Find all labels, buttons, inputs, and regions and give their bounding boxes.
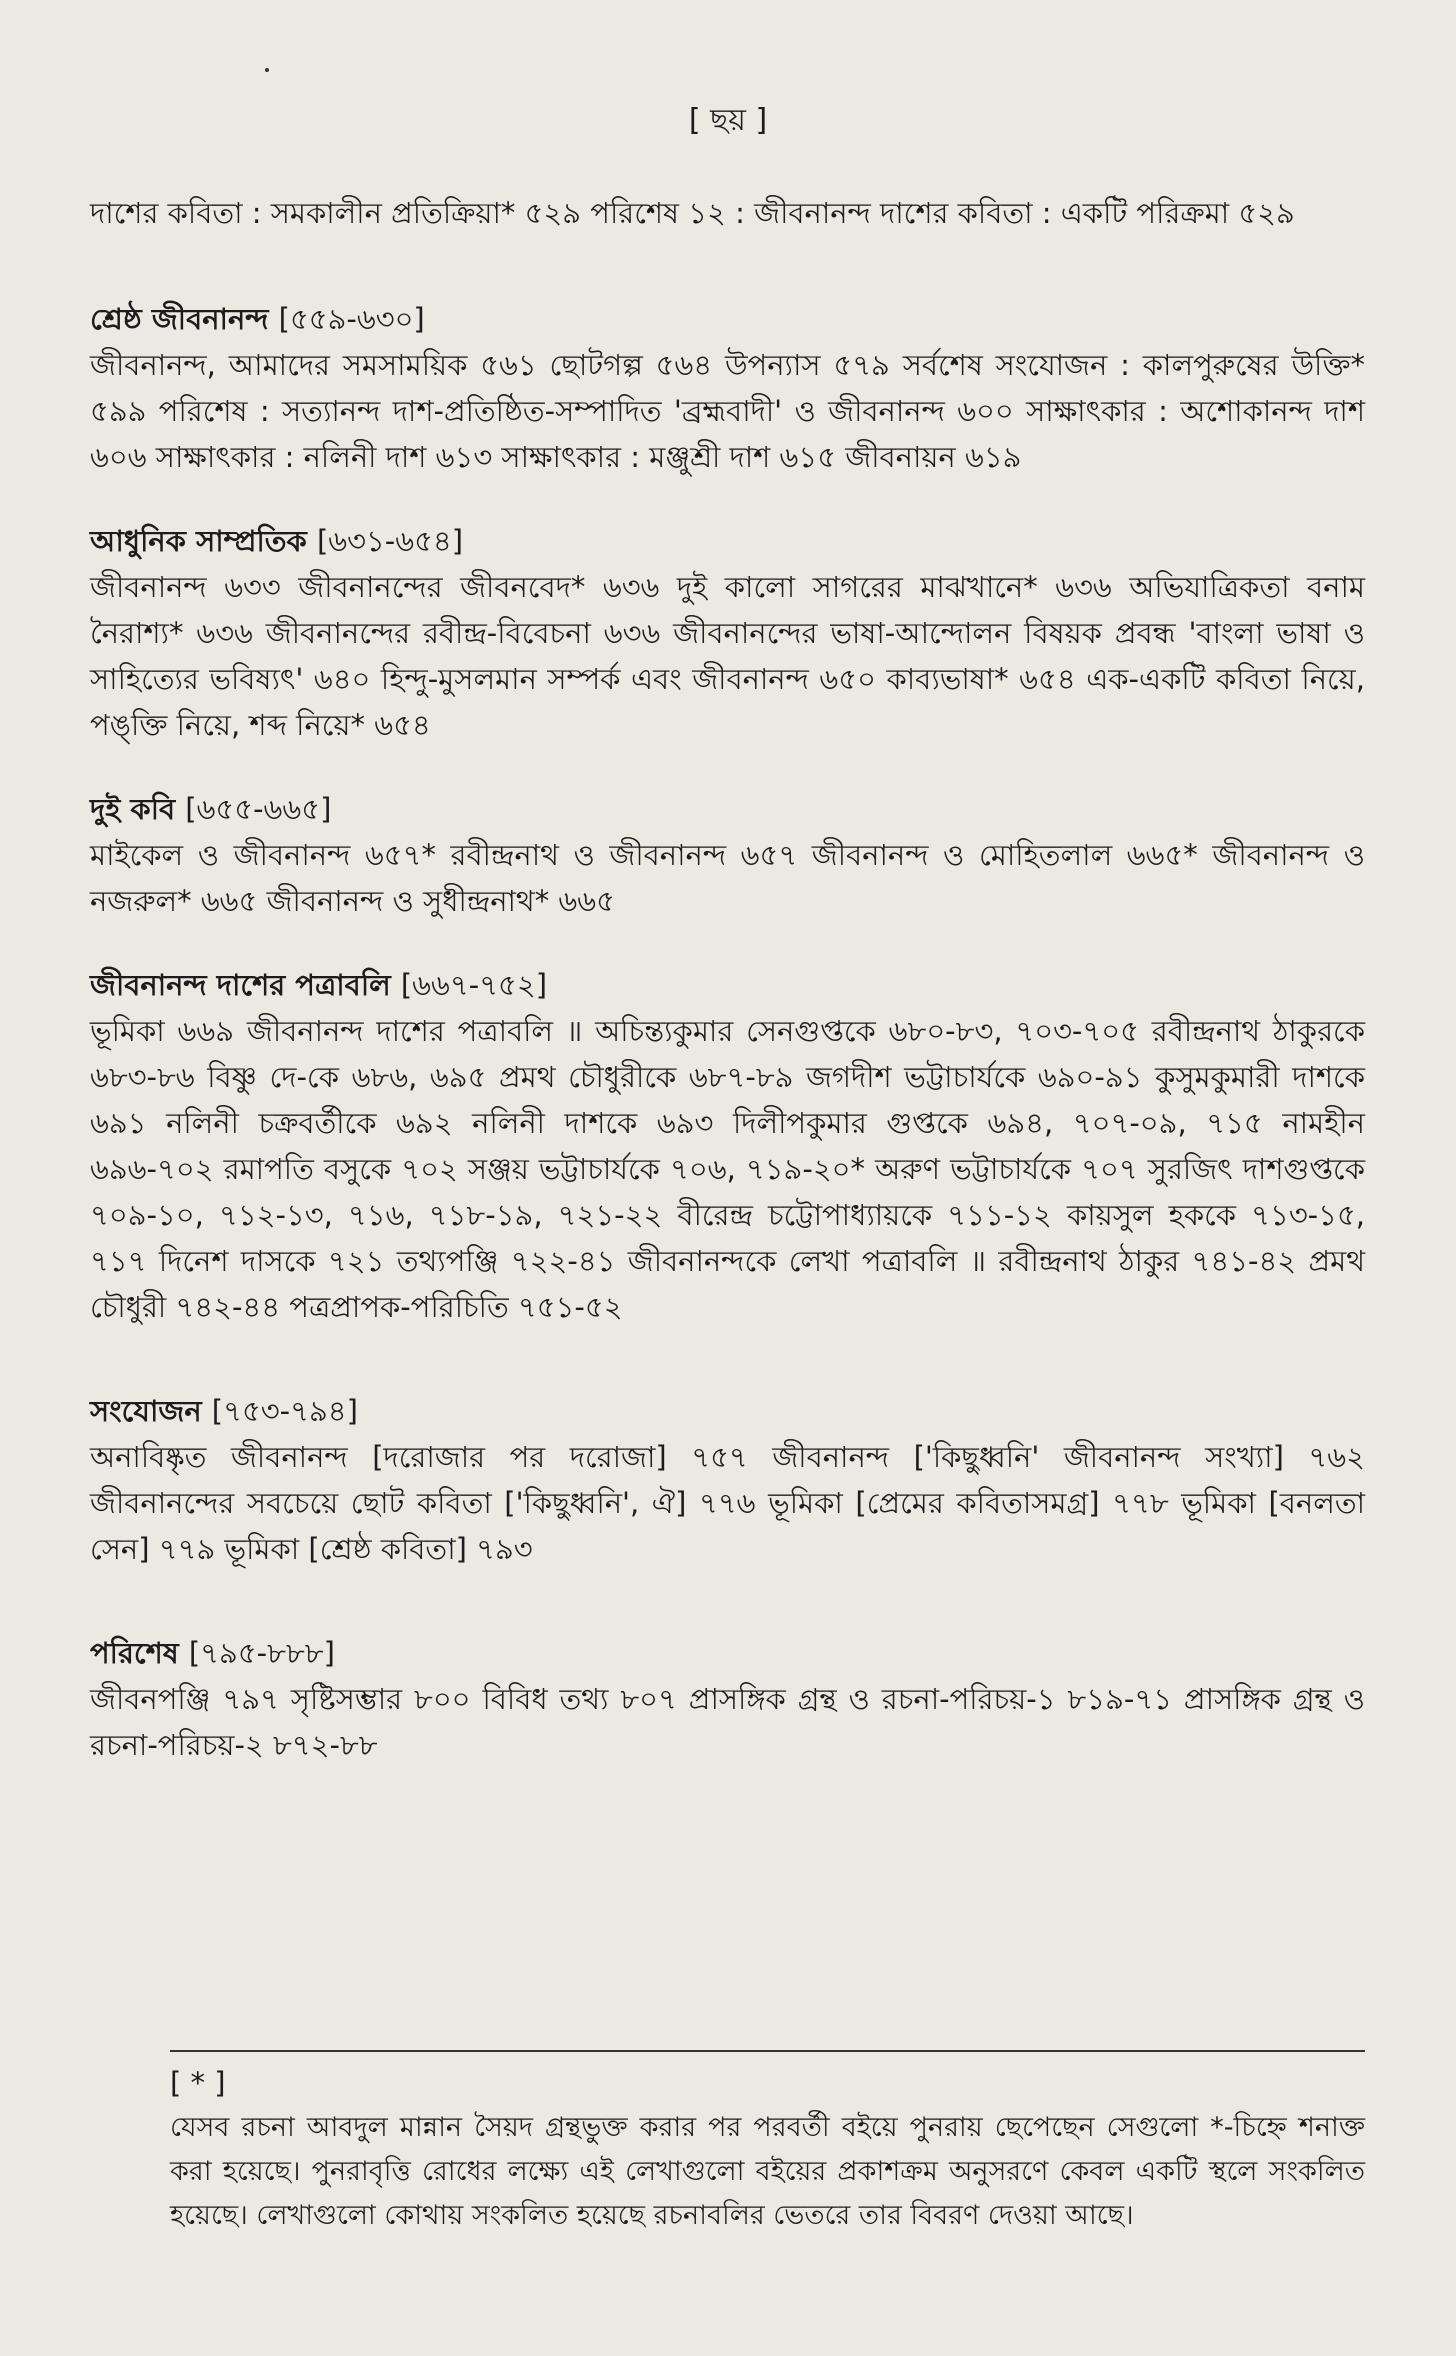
- section-page-range: [৬৬৭-৭৫২]: [400, 968, 548, 1002]
- section-entries: অনাবিষ্কৃত জীবনানন্দ [দরোজার পর দরোজা] ৭৫৭ জীবনানন্দ ['কিছুধ্বনি' জীবনানন্দ সংখ্যা] ৭৬২ জীবনানন্দের সবচেয়ে ছোট কবিতা ['কিছুধ্বনি', ঐ] ৭৭৬ ভূমিকা [প্রেমের কবিতাসমগ্র] ৭৭৮ ভূমিকা [বনলতা সেন] ৭৭৯ ভূমিকা [শ্রেষ্ঠ কবিতা] ৭৯৩: [90, 1440, 1365, 1566]
- section-title: জীবনানন্দ দাশের পত্রাবলি: [90, 968, 391, 1002]
- page-number: [ ছয় ]: [688, 103, 768, 138]
- section-heading: [90, 518, 1365, 564]
- section-heading: [90, 1388, 1365, 1434]
- section-patrabali: [90, 962, 1365, 1330]
- section-entries: জীবনপঞ্জি ৭৯৭ সৃষ্টিসম্ভার ৮০০ বিবিধ তথ্য ৮০৭ প্রাসঙ্গিক গ্রন্থ ও রচনা-পরিচয়-১ ৮১৯-৭১ প্রাসঙ্গিক গ্রন্থ ও রচনা-পরিচয়-২ ৮৭২-৮৮: [90, 1682, 1365, 1762]
- section-heading: [90, 962, 1365, 1008]
- page-speck: [265, 68, 269, 72]
- section-shreshtha-jibanananda: [90, 296, 1365, 480]
- section-title: দুই কবি: [90, 792, 176, 826]
- section-heading: [90, 786, 1365, 832]
- section-page-range: [৬৩১-৬৫৪]: [316, 524, 464, 558]
- section-title: আধুনিক সাম্প্রতিক: [90, 524, 307, 558]
- section-entries: জীবনানন্দ, আমাদের সমসাময়িক ৫৬১ ছোটগল্প ৫৬৪ উপন্যাস ৫৭৯ সর্বশেষ সংযোজন : কালপুরুষের উক্তি* ৫৯৯ পরিশেষ : সত্যানন্দ দাশ-প্রতিষ্ঠিত-সম্পাদিত 'ব্রহ্মবাদী' ও জীবনানন্দ ৬০০ সাক্ষাৎকার : অশোকানন্দ দাশ ৬০৬ সাক্ষাৎকার : নলিনী দাশ ৬১৩ সাক্ষাৎকার : মঞ্জুশ্রী দাশ ৬১৫ জীবনায়ন ৬১৯: [90, 348, 1365, 474]
- section-adhunik-samprotik: [90, 518, 1365, 748]
- section-entries: ভূমিকা ৬৬৯ জীবনানন্দ দাশের পত্রাবলি ॥ অচিন্ত্যকুমার সেনগুপ্তকে ৬৮০-৮৩, ৭০৩-৭০৫ রবীন্দ্রনাথ ঠাকুরকে ৬৮৩-৮৬ বিষ্ণু দে-কে ৬৮৬, ৬৯৫ প্রমথ চৌধুরীকে ৬৮৭-৮৯ জগদীশ ভট্টাচার্যকে ৬৯০-৯১ কুসুমকুমারী দাশকে ৬৯১ নলিনী চক্রবর্তীকে ৬৯২ নলিনী দাশকে ৬৯৩ দিলীপকুমার গুপ্তকে ৬৯৪, ৭০৭-০৯, ৭১৫ নামহীন ৬৯৬-৭০২ রমাপতি বসুকে ৭০২ সঞ্জয় ভট্টাচার্যকে ৭০৬, ৭১৯-২০* অরুণ ভট্টাচার্যকে ৭০৭ সুরজিৎ দাশগুপ্তকে ৭০৯-১০, ৭১২-১৩, ৭১৬, ৭১৮-১৯, ৭২১-২২ বীরেন্দ্র চট্টোপাধ্যায়কে ৭১১-১২ কায়সুল হককে ৭১৩-১৫, ৭১৭ দিনেশ দাসকে ৭২১ তথ্যপঞ্জি ৭২২-৪১ জীবনানন্দকে লেখা পত্রাবলি ॥ রবীন্দ্রনাথ ঠাকুর ৭৪১-৪২ প্রমথ চৌধুরী ৭৪২-৪৪ পত্রপ্রাপক-পরিচিতি ৭৫১-৫২: [90, 1014, 1365, 1324]
- section-page-range: [৫৫৯-৬৩০]: [278, 302, 425, 336]
- contents-body: [90, 190, 1365, 1806]
- lead-paragraph: দাশের কবিতা : সমকালীন প্রতিক্রিয়া* ৫২৯ পরিশেষ ১২ : জীবনানন্দ দাশের কবিতা : একটি পরিক্রমা ৫২৯: [90, 196, 1295, 230]
- section-title: শ্রেষ্ঠ জীবনানন্দ: [90, 302, 269, 336]
- footnote: [90, 2050, 1365, 2238]
- section-entries: মাইকেল ও জীবনানন্দ ৬৫৭* রবীন্দ্রনাথ ও জীবনানন্দ ৬৫৭ জীবনানন্দ ও মোহিতলাল ৬৬৫* জীবনানন্দ ও নজরুল* ৬৬৫ জীবনানন্দ ও সুধীন্দ্রনাথ* ৬৬৫: [90, 838, 1365, 918]
- section-entries: জীবনানন্দ ৬৩৩ জীবনানন্দের জীবনবেদ* ৬৩৬ দুই কালো সাগরের মাঝখানে* ৬৩৬ অভিযাত্রিকতা বনাম নৈরাশ্য* ৬৩৬ জীবনানন্দের রবীন্দ্র-বিবেচনা ৬৩৬ জীবনানন্দের ভাষা-আন্দোলন বিষয়ক প্রবন্ধ 'বাংলা ভাষা ও সাহিত্যের ভবিষ্যৎ' ৬৪০ হিন্দু-মুসলমান সম্পর্ক এবং জীবনানন্দ ৬৫০ কাব্যভাষা* ৬৫৪ এক-একটি কবিতা নিয়ে, পঙ্‌ক্তি নিয়ে, শব্দ নিয়ে* ৬৫৪: [90, 570, 1365, 742]
- section-page-range: [৭৯৫-৮৮৮]: [188, 1636, 335, 1670]
- section-page-range: [৬৫৫-৬৬৫]: [185, 792, 332, 826]
- section-title: পরিশেষ: [90, 1636, 179, 1670]
- footnote-mark: [ * ]: [170, 2066, 226, 2100]
- footnote-text: যেসব রচনা আবদুল মান্নান সৈয়দ গ্রন্থভুক্ত করার পর পরবর্তী বইয়ে পুনরায় ছেপেছেন সেগুলো *-চিহ্নে শনাক্ত করা হয়েছে। পুনরাবৃত্তি রোধের লক্ষ্যে এই লেখাগুলো বইয়ের প্রকাশক্রম অনুসরণে কেবল একটি স্থলে সংকলিত হয়েছে। লেখাগুলো কোথায় সংকলিত হয়েছে রচনাবলির ভেতরে তার বিবরণ দেওয়া আছে।: [170, 2112, 1365, 2231]
- footnote-divider: [170, 2050, 1365, 2052]
- section-page-range: [৭৫৩-৭৯৪]: [211, 1394, 358, 1428]
- section-heading: [90, 296, 1365, 342]
- section-sangjojon: [90, 1388, 1365, 1572]
- section-title: সংযোজন: [90, 1394, 202, 1428]
- section-porishesh: [90, 1630, 1365, 1768]
- section-dui-kobi: [90, 786, 1365, 924]
- section-heading: [90, 1630, 1365, 1676]
